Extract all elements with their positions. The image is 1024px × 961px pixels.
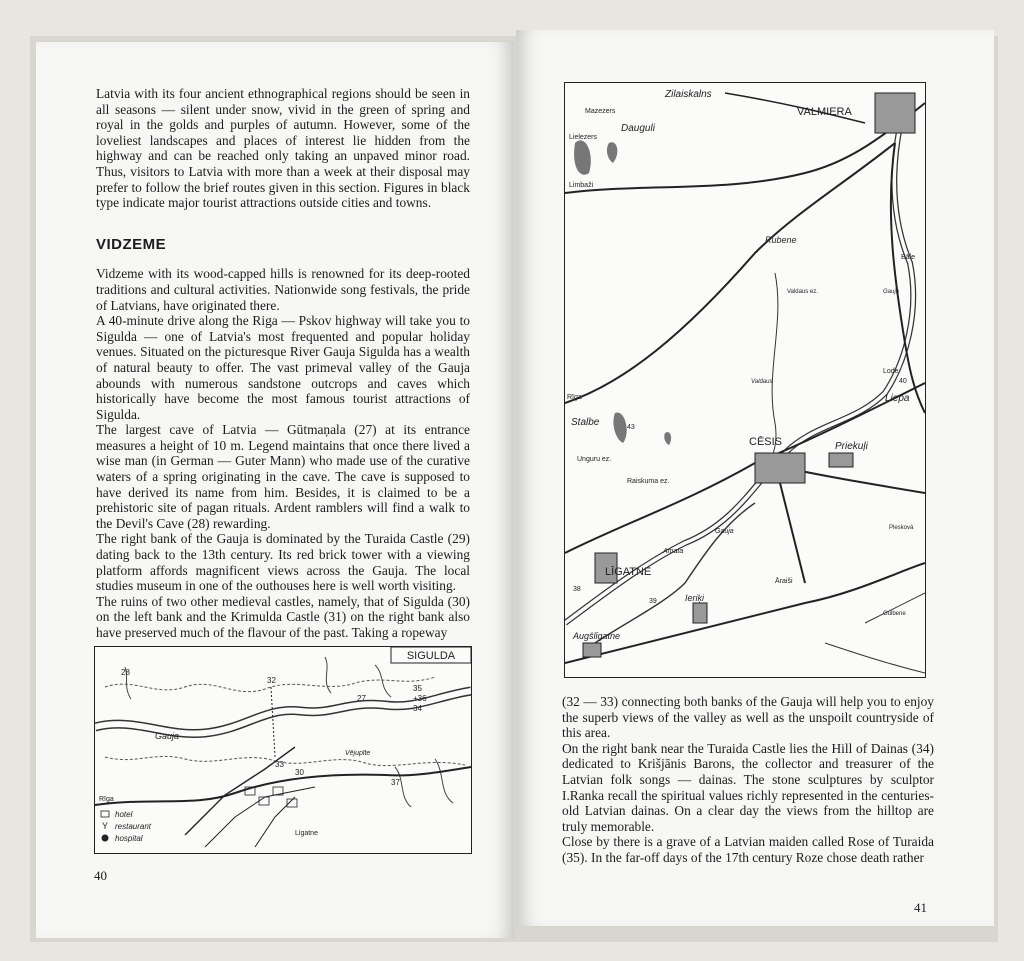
paragraph-castles: The ruins of two other medieval castles, namely, that of Sigulda (30) on the left bank and the Krimulda Castle (31) on the right bank also have preserved much of the flavour of the past. Taking a ropeway [96, 593, 470, 640]
place-bale: Bāle [901, 254, 916, 261]
map-label-riga: Rīga [99, 796, 114, 803]
road-limbazi-valmiera [565, 103, 925, 193]
legend-hospital: hospital [115, 834, 143, 843]
ieriki-town [693, 603, 707, 623]
place-amata: Amata [663, 548, 684, 555]
cesis-town [755, 453, 805, 483]
place-valmiera: VALMIERA [797, 106, 852, 118]
place-unguru-ez: Unguru ez. [577, 456, 612, 463]
place-liepa: Liepa [885, 393, 910, 404]
ropeway-line [271, 687, 275, 757]
paragraph-sigulda: A 40-minute drive along the Riga — Pskov highway will take you to Sigulda — one of Latvia's most frequented and popular holiday venues. Situated on the picturesque River Gauja Sigulda has a wealth of natural beauty to offer. The vast primeval valley of the Gauja abounds with numerous sandstone outcrops and caves which historically have become the most famous tourist attractions of Sigulda. [96, 313, 470, 422]
gully-3 [375, 665, 391, 697]
valley-edge-south [105, 756, 465, 765]
map-label-35: 35 [413, 684, 422, 693]
right-page-text [562, 694, 934, 866]
place-gauja-2: Gauja [883, 289, 900, 295]
dauguli-lake [607, 142, 617, 163]
place-priekuli: Priekuļi [835, 441, 868, 452]
place-valdaus: Valdaus [751, 379, 773, 385]
place-gulbene: Gulbene [883, 611, 906, 617]
place-augsligatne: Augšlīgatne [573, 631, 621, 641]
road-riga-cesis [565, 383, 925, 553]
right-page-number: 41 [914, 900, 927, 915]
place-pleskova: Plesková [889, 525, 914, 531]
place-lielezers: Lielezers [569, 134, 598, 141]
road-number-43: 43 [627, 424, 635, 431]
road-riga-valmiera [565, 143, 895, 403]
left-page-number: 40 [94, 868, 107, 883]
priekuli-town [829, 453, 853, 467]
road-number-38: 38 [573, 586, 581, 593]
left-page-text [96, 86, 470, 641]
map-label-27: 27 [357, 694, 366, 703]
legend-hotel: hotel [115, 810, 133, 819]
hotel-icon [101, 811, 109, 817]
road-augsligatne [565, 563, 925, 663]
region-map [564, 82, 926, 678]
restaurant-icon: Y [102, 821, 109, 831]
augsligatne-town [583, 643, 601, 657]
paragraph-turaida: The right bank of the Gauja is dominated by the Turaida Castle (29) dating back to the 13th century. Its red brick tower with a viewing platform affords magnificent views across the Gauja. The local studies museum in one of the outhouses here is well worth visiting. [96, 531, 470, 594]
region-map-drawing [565, 83, 925, 677]
map-label-vejupite: Vējupīte [345, 750, 371, 757]
valmiera-town [875, 93, 915, 133]
map-label-ligatne: Ligatne [295, 830, 318, 837]
place-dauguli: Dauguli [621, 123, 655, 134]
place-ieriki: Ieriķi [685, 593, 705, 603]
road-street-2 [255, 797, 295, 847]
gully-4 [395, 767, 411, 807]
amata-river-lower [825, 643, 925, 673]
gully-2 [325, 657, 331, 693]
paragraph-cave: The largest cave of Latvia — Gūtmaņala (27) at its entrance measures a height of 10 m. Legend maintains that once there lived a wise man (in German — Guter Mann) who made use of the curative waters of a spring originating in the cave. The cave is supposed to have derived its name from him. Besides, it is claimed to be a prehistoric site of pagan rituals. Ardent ramblers will find a walk to the Devil's Cave (28) rewarding. [96, 422, 470, 531]
gully-5 [435, 759, 453, 803]
open-book [30, 36, 998, 942]
legend-restaurant: restaurant [115, 822, 152, 831]
place-limbazi: Limbaži [569, 182, 594, 189]
place-stalbe: Stalbe [571, 417, 600, 428]
paragraph-vidzeme: Vidzeme with its wood-capped hills is renowned for its deep-rooted traditions and cultural activities. Nationwide song festivals, the pride of Latvians, have originated there. [96, 266, 470, 313]
place-araisi: Āraiši [775, 578, 793, 585]
hospital-icon [102, 835, 109, 842]
paragraph-rose: Close by there is a grave of a Latvian maiden called Rose of Turaida (35). In the far-off days of the 17th century Roze chose death rather [562, 834, 934, 865]
sigulda-map-drawing [95, 647, 471, 853]
unguru-lake [613, 413, 626, 443]
map-label-28: 28 [121, 668, 130, 677]
place-riga-1: Rīga [567, 394, 582, 401]
sigulda-map-title: SIGULDA [406, 650, 456, 662]
place-zilaiskalns: Zilaiskalns [665, 89, 712, 100]
place-ligatne: LĪGATNE [605, 566, 652, 578]
road-number-40: 40 [899, 378, 907, 385]
gulbene-river [865, 593, 925, 623]
paragraph-dainas: On the right bank near the Turaida Castle lies the Hill of Dainas (34) dedicated to Krišjānis Barons, the collector and treasurer of the Latvian folk songs — dainas. The stone sculptures by sculptor I.Ranka recall the spiritual values richly represented in the centuries-old Latvian dainas. On a clear day the views from the hilltop are truly memorable. [562, 740, 934, 834]
right-page [516, 30, 994, 926]
place-lode: Lode [883, 368, 899, 375]
gauja-river-inner [565, 103, 916, 623]
place-gauja-1: Gauja [715, 528, 734, 535]
map-label-gauja: Gauja [155, 731, 180, 741]
map-label-33: 33 [275, 760, 284, 769]
map-label-34: 34 [413, 704, 422, 713]
intro-paragraph: Latvia with its four ancient ethnographical regions should be seen in all seasons — silent under snow, vivid in the green of spring and royal in the golds and purples of autumn. However, some of the loveliest landscapes and places of interest lie hidden from the highway and can be reached only taking an unpaved minor road. Thus, visitors to Latvia with more than a week at their disposal may prefer to follow the brief routes given in this section. Figures in black type indicate major tourist attractions outside cities and towns. [96, 86, 470, 211]
valdaus-river [755, 273, 778, 483]
map-label-37: 37 [391, 778, 400, 787]
section-heading: VIDZEME [96, 235, 167, 253]
lielezers-lake [574, 140, 591, 174]
place-rubene: Rubene [765, 235, 797, 245]
place-cesis: CĒSIS [749, 436, 783, 448]
place-raiskuma-ez: Raiskuma ez. [627, 478, 670, 485]
sigulda-map [94, 646, 472, 854]
map-label-30: 30 [295, 768, 304, 777]
map-label-32: 32 [267, 676, 276, 685]
map-label-36: +36 [413, 694, 427, 703]
place-valdaus-ez: Valdaus ez. [787, 289, 818, 295]
road-main [95, 767, 471, 805]
place-mazezers: Mazezers [585, 108, 616, 115]
raiskuma-lake [664, 432, 671, 445]
road-number-39: 39 [649, 598, 657, 605]
gauja-river-outer [565, 103, 916, 623]
paragraph-ropeway: (32 — 33) connecting both banks of the Gauja will help you to enjoy the superb views of the valley as well as the unspoilt countryside of this area. [562, 694, 934, 741]
left-page [36, 42, 514, 938]
